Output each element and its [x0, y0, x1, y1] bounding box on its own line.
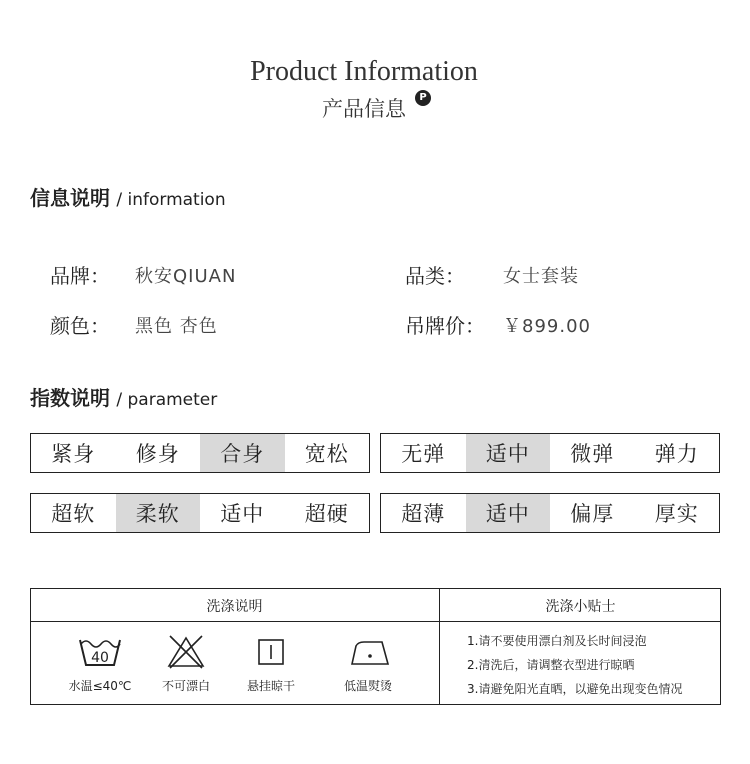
low-iron-label: 低温熨烫 [343, 679, 392, 693]
fit-scale [30, 433, 370, 473]
price-label: 吊牌价： [405, 314, 485, 338]
softness-option: 柔软 [116, 494, 201, 532]
hang-dry-label: 悬挂晾干 [246, 679, 295, 693]
color-label: 颜色： [50, 314, 110, 338]
stretch-option: 无弹 [401, 442, 446, 466]
wash-40-label: 水温≤40℃ [68, 679, 132, 693]
thickness-option: 超薄 [401, 502, 446, 526]
hang-dry-icon [256, 634, 286, 670]
info-section-title [30, 182, 226, 211]
wash-tip: 3.请避免阳光直晒，以避免出现变色情况 [467, 682, 683, 696]
fit-option: 紧身 [51, 442, 96, 466]
color-value: 黑色 杏色 [135, 316, 218, 337]
no-bleach-icon [166, 634, 206, 674]
wash-instructions-title: 洗涤说明 [206, 599, 263, 615]
low-iron-icon [348, 634, 392, 672]
thickness-option: 厚实 [654, 502, 699, 526]
wash-temp-number: 40 [91, 650, 109, 666]
fit-option: 合身 [200, 434, 285, 472]
fit-option: 宽松 [304, 442, 349, 466]
thickness-scale [380, 493, 720, 533]
stretch-option: 弹力 [654, 442, 699, 466]
softness-scale [30, 493, 370, 533]
wash-40-icon [78, 634, 122, 672]
thickness-option: 偏厚 [570, 502, 615, 526]
wash-tips-title: 洗涤小贴士 [545, 599, 616, 615]
no-bleach-label: 不可漂白 [161, 679, 210, 693]
stretch-scale [380, 433, 720, 473]
price-value: ￥899.00 [503, 316, 591, 337]
softness-option: 超硬 [304, 502, 349, 526]
wash-tip: 1.请不要使用漂白剂及长时间浸泡 [467, 634, 647, 648]
stretch-option: 微弹 [570, 442, 615, 466]
fit-option: 修身 [135, 442, 180, 466]
param-section-title-cn: 指数说明 [30, 386, 110, 410]
care-table-header-line [30, 621, 721, 622]
page-title-cn: 产品信息 [322, 97, 406, 121]
param-section-title-en: / parameter [116, 390, 218, 410]
softness-option: 适中 [220, 502, 265, 526]
thickness-option: 适中 [466, 494, 551, 532]
category-value: 女士套装 [503, 266, 579, 287]
stretch-option: 适中 [466, 434, 551, 472]
p-badge-icon: P [415, 90, 431, 106]
softness-option: 超软 [51, 502, 96, 526]
wash-tip: 2.清洗后，请调整衣型进行晾晒 [467, 658, 635, 672]
brand-label: 品牌： [50, 264, 110, 288]
info-section-title-en: / information [116, 190, 226, 210]
brand-value: 秋安QIUAN [135, 266, 237, 287]
param-section-title [30, 382, 217, 411]
page-title-en: Product Information [250, 56, 478, 87]
category-label: 品类： [405, 264, 465, 288]
info-section-title-cn: 信息说明 [30, 186, 110, 210]
